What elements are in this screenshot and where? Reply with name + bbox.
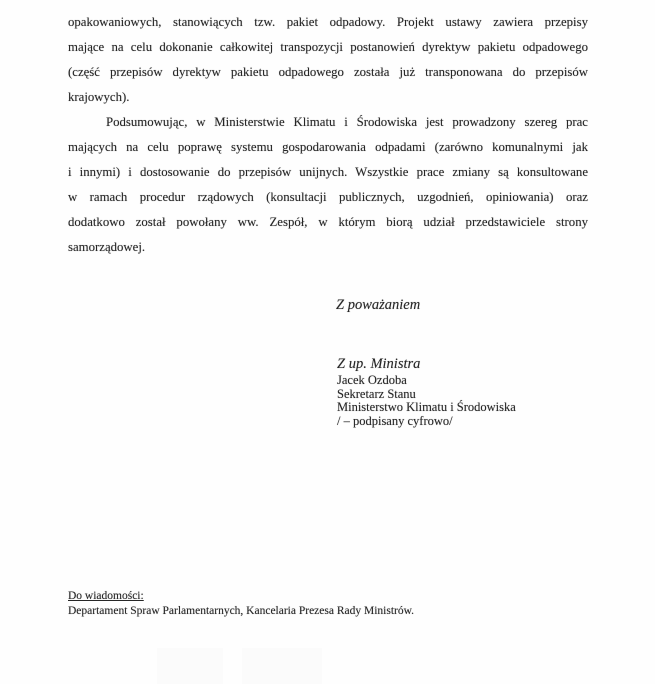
body-line: Podsumowując, w Ministerstwie Klimatu i Środowiska jest prowadzony szereg prac	[106, 115, 588, 129]
body-line: mające na celu dokonanie całkowitej transpozycji postanowień dyrektyw pakietu odpadowego	[68, 40, 588, 54]
scan-artifact	[157, 648, 223, 684]
signer-name: Jacek Ozdoba	[337, 373, 407, 387]
body-line: opakowaniowych, stanowiących tzw. pakiet odpadowy. Projekt ustawy zawiera przepisy	[68, 15, 588, 29]
cc-recipients: Departament Spraw Parlamentarnych, Kancelaria Prezesa Rady Ministrów.	[68, 605, 415, 617]
body-line: samorządowej.	[68, 240, 146, 254]
scan-artifact	[242, 648, 322, 684]
cc-section	[68, 589, 414, 619]
letter-body	[68, 10, 588, 260]
valediction: Z poważaniem	[336, 297, 421, 313]
body-line: dodatkowo został powołany ww. Zespół, w którym biorą udział przedstawiciele strony	[68, 215, 588, 229]
body-line: w ramach procedur rządowych (konsultacji publicznych, uzgodnień, opiniowania) oraz	[68, 190, 588, 204]
body-line: (część przepisów dyrektyw pakietu odpadowego została już transponowana do przepisów	[68, 65, 588, 79]
paragraph-2	[68, 110, 588, 260]
paragraph-1	[68, 10, 588, 110]
body-line: i innymi) i dostosowanie do przepisów unijnych. Wszystkie prace zmiany są konsultowane	[68, 165, 588, 179]
digital-signature-note: / – podpisany cyfrowo/	[337, 413, 453, 428]
cc-label: Do wiadomości:	[68, 590, 144, 602]
signature-block	[337, 356, 516, 428]
body-line: mających na celu poprawę systemu gospodarowania odpadami (zarówno komunalnymi jak	[68, 140, 588, 154]
signer-organization: Ministerstwo Klimatu i Środowiska	[337, 400, 516, 415]
signature-on-behalf: Z up. Ministra	[337, 356, 421, 372]
body-line: krajowych).	[68, 90, 130, 104]
signer-title: Sekretarz Stanu	[337, 386, 416, 401]
